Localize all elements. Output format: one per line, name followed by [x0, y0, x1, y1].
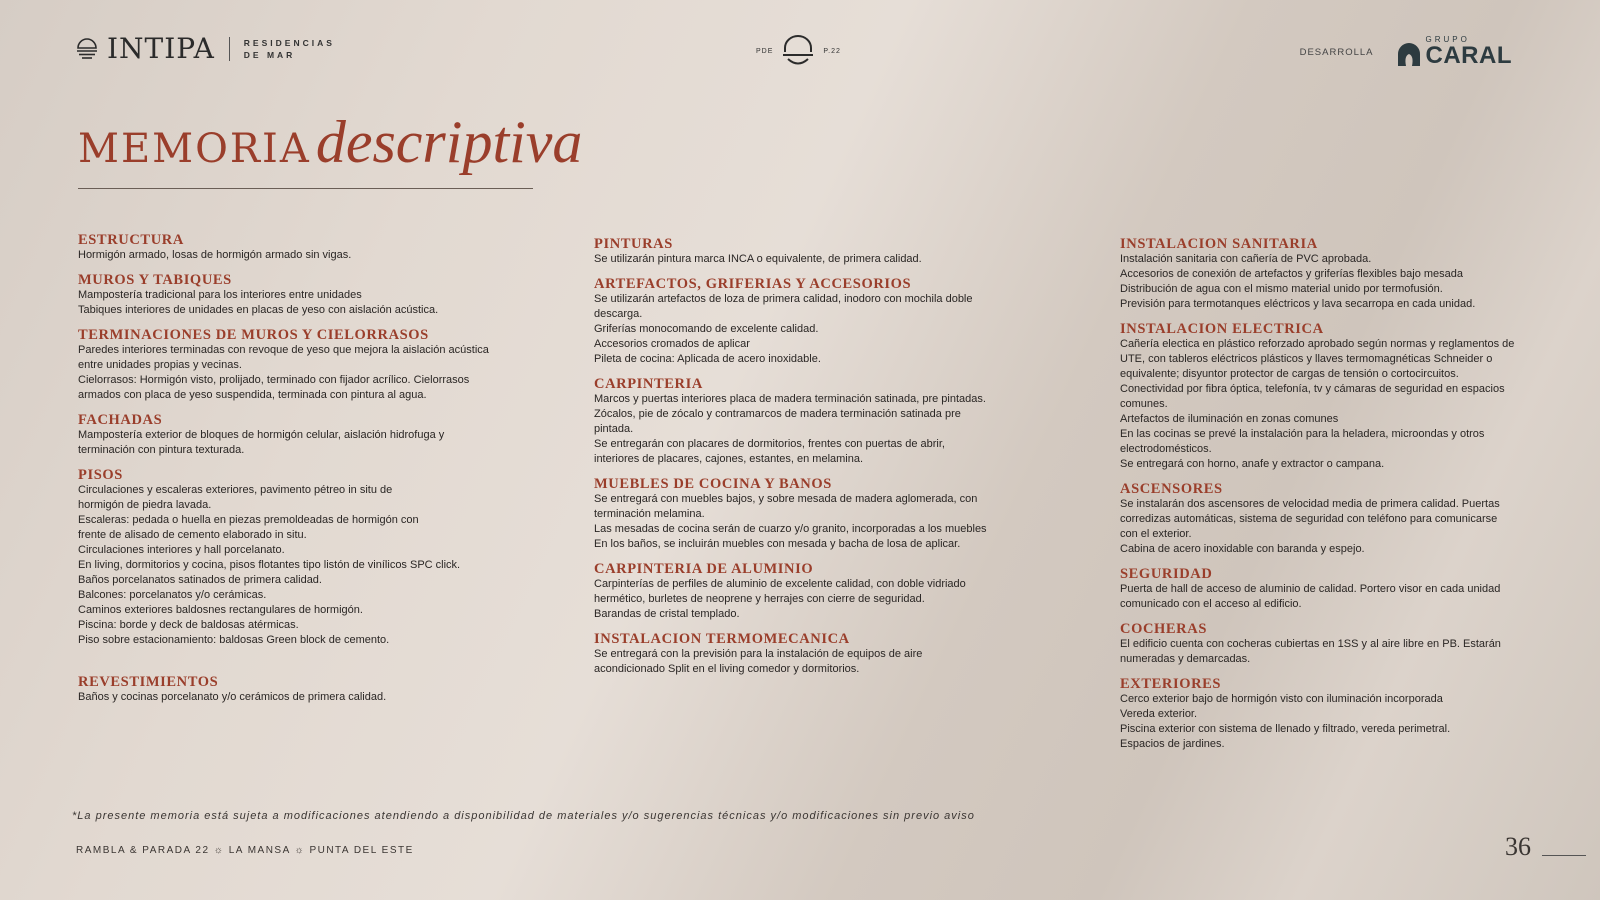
title-divider	[78, 188, 533, 189]
divider	[229, 37, 230, 61]
section-text-line: Cerco exterior bajo de hormigón visto con iluminación incorporada	[1120, 693, 1443, 705]
section-text-line: terminación melamina.	[594, 508, 705, 520]
section-text-line: Piso sobre estacionamiento: baldosas Green block de cemento.	[78, 634, 390, 646]
section-text-line: Instalación sanitaria con cañería de PVC aprobada.	[1120, 253, 1372, 265]
section-text-line: Espacios de jardines.	[1120, 738, 1225, 750]
developer-name: CARAL	[1425, 42, 1512, 69]
center-logo	[756, 34, 841, 68]
section-text-line: hermético, burletes de neoprene y herrajes con cierre de seguridad.	[594, 593, 925, 605]
center-logo-right: P.22	[823, 47, 841, 55]
section-heading: MUROS Y TABIQUES	[78, 272, 232, 288]
section-text-line: interiores de placares, cajones, estantes, en melamina.	[594, 453, 864, 465]
section-text-line: Mampostería tradicional para los interiores entre unidades	[78, 289, 362, 301]
section-text-line: Balcones: porcelanatos y/o cerámicas.	[78, 589, 267, 601]
page-number: 36	[1505, 832, 1531, 861]
section-heading: CARPINTERIA	[594, 376, 703, 392]
section-heading: ARTEFACTOS, GRIFERIAS Y ACCESORIOS	[594, 276, 912, 292]
brand-name: INTIPA	[107, 32, 215, 65]
section-text-line: Paredes interiores terminadas con revoque de yeso que mejora la aislación acústica	[78, 344, 489, 356]
section-text-line: Se entregará con la previsión para la instalación de equipos de aire	[594, 648, 923, 660]
section-text-line: Se entregará con horno, anafe y extractor o campana.	[1120, 458, 1385, 470]
section-text-line: El edificio cuenta con cocheras cubiertas en 1SS y al aire libre en PB. Estarán	[1120, 638, 1501, 650]
section-heading: INSTALACION ELECTRICA	[1120, 321, 1324, 337]
spec-section	[1120, 566, 1590, 612]
section-text-line: Carpinterías de perfiles de aluminio de excelente calidad, con doble vidriado	[594, 578, 966, 590]
section-text-line: comunes.	[1120, 398, 1168, 410]
intipa-logo	[75, 32, 335, 65]
section-text-line: numeradas y demarcadas.	[1120, 653, 1251, 665]
section-text-line: Distribución de agua con el mismo material unido por termofusión.	[1120, 283, 1443, 295]
spec-section	[78, 467, 548, 648]
developer-grupo: GRUPO	[1425, 35, 1470, 44]
spec-section	[78, 232, 548, 263]
spec-section	[1120, 676, 1590, 752]
section-text-line: Se utilizarán artefactos de loza de primera calidad, inodoro con mochila doble	[594, 293, 973, 305]
section-heading: INSTALACION TERMOMECANICA	[594, 631, 850, 647]
section-text-line: Baños y cocinas porcelanato y/o cerámicos de primera calidad.	[78, 691, 387, 703]
section-text-line: UTE, con tableros eléctricos plásticos y llaves termomagnéticas Schneider o	[1120, 353, 1493, 365]
section-text-line: Cañería electica en plástico reforzado aprobado según normas y reglamentos de	[1120, 338, 1515, 350]
section-heading: PISOS	[78, 467, 123, 483]
column-1	[78, 232, 548, 714]
spec-section	[1120, 236, 1590, 312]
section-text-line: En living, dormitorios y cocina, pisos flotantes tipo listón de vinílicos SPC click.	[78, 559, 461, 571]
section-text-line: equivalente; disyuntor protector de cargas de tensión o cortocircuitos.	[1120, 368, 1459, 380]
section-text-line: Conectividad por fibra óptica, telefonía, tv y cámaras de seguridad en espacios	[1120, 383, 1505, 395]
spec-section	[594, 631, 1064, 677]
spec-section	[78, 327, 548, 403]
section-text-line: frente de alisado de cemento elaborado in situ.	[78, 529, 307, 541]
grupo-caral-logo	[1396, 36, 1513, 68]
section-text-line: Puerta de hall de acceso de aluminio de calidad. Portero visor en cada unidad	[1120, 583, 1501, 595]
section-text-line: Vereda exterior.	[1120, 708, 1198, 720]
section-text-line: Circulaciones interiores y hall porcelanato.	[78, 544, 285, 556]
address: RAMBLA & PARADA 22 ☼ LA MANSA ☼ PUNTA DEL ESTE	[76, 845, 414, 856]
section-text-line: Baños porcelanatos satinados de primera calidad.	[78, 574, 322, 586]
sun-sea-icon	[75, 37, 99, 61]
section-heading: ASCENSORES	[1120, 481, 1223, 497]
spec-section	[78, 412, 548, 458]
section-text-line: descarga.	[594, 308, 643, 320]
page-number-rule	[1542, 855, 1586, 856]
section-heading: TERMINACIONES DE MUROS Y CIELORRASOS	[78, 327, 429, 343]
title-italic: descriptiva	[315, 109, 583, 175]
section-text-line: Cielorrasos: Hormigón visto, prolijado, terminado con fijador acrílico. Cielorrasos	[78, 374, 470, 386]
section-text-line: Previsión para termotanques eléctricos y lava secarropa en cada unidad.	[1120, 298, 1476, 310]
spec-section	[78, 272, 548, 318]
section-text-line: Se entregarán con placares de dormitorios, frentes con puertas de abrir,	[594, 438, 945, 450]
spec-section	[594, 476, 1064, 552]
section-text-line: Accesorios cromados de aplicar	[594, 338, 750, 350]
center-logo-left: PDE	[756, 47, 774, 55]
spec-section	[594, 276, 1064, 367]
section-heading: FACHADAS	[78, 412, 163, 428]
section-heading: SEGURIDAD	[1120, 566, 1213, 582]
section-text-line: armados con placa de yeso suspendida, terminada con pintura al agua.	[78, 389, 427, 401]
page-title	[78, 108, 582, 177]
section-text-line: Cabina de acero inoxidable con baranda y espejo.	[1120, 543, 1365, 555]
spec-section	[78, 674, 548, 705]
section-heading: MUEBLES DE COCINA Y BANOS	[594, 476, 832, 492]
section-text-line: Zócalos, pie de zócalo y contramarcos de madera terminación satinada pre	[594, 408, 961, 420]
section-heading: PINTURAS	[594, 236, 673, 252]
section-text-line: Se instalarán dos ascensores de velocidad media de primera calidad. Puertas	[1120, 498, 1500, 510]
section-text-line: Circulaciones y escaleras exteriores, pavimento pétreo in situ de	[78, 484, 393, 496]
section-heading: COCHERAS	[1120, 621, 1207, 637]
section-text-line: Tabiques interiores de unidades en placas de yeso con aislación acústica.	[78, 304, 439, 316]
column-3	[1120, 236, 1590, 761]
section-text-line: acondicionado Split en el living comedor y dormitorios.	[594, 663, 860, 675]
brand-subtitle-line: DE MAR	[243, 49, 296, 60]
section-text-line: Artefactos de iluminación en zonas comunes	[1120, 413, 1339, 425]
section-text-line: Accesorios de conexión de artefactos y griferías flexibles bajo mesada	[1120, 268, 1464, 280]
section-text-line: Escaleras: pedada o huella en piezas premoldeadas de hormigón con	[78, 514, 419, 526]
section-heading: INSTALACION SANITARIA	[1120, 236, 1318, 252]
spec-section	[1120, 481, 1590, 557]
section-text-line: hormigón de piedra lavada.	[78, 499, 212, 511]
section-text-line: Piscina: borde y deck de baldosas atérmicas.	[78, 619, 299, 631]
spec-section	[594, 236, 1064, 267]
spec-section	[1120, 321, 1590, 472]
developer-label: DESARROLLA	[1299, 46, 1374, 58]
section-text-line: con el exterior.	[1120, 528, 1192, 540]
section-heading: EXTERIORES	[1120, 676, 1222, 692]
section-text-line: Mampostería exterior de bloques de hormigón celular, aislación hidrofuga y	[78, 429, 445, 441]
section-text-line: entre unidades propias y vecinas.	[78, 359, 242, 371]
section-heading: REVESTIMIENTOS	[78, 674, 219, 690]
section-text-line: Marcos y puertas interiores placa de madera terminación satinada, pre pintadas.	[594, 393, 986, 405]
brand-subtitle-line: RESIDENCIAS	[243, 37, 335, 48]
section-text-line: terminación con pintura texturada.	[78, 444, 245, 456]
section-text-line: electrodomésticos.	[1120, 443, 1212, 455]
sun-horizon-icon	[781, 34, 815, 68]
header	[0, 30, 1600, 70]
section-text-line: En los baños, se incluirán muebles con mesada y bacha de losa de aplicar.	[594, 538, 961, 550]
section-text-line: Hormigón armado, losas de hormigón armado sin vigas.	[78, 249, 352, 261]
spec-section	[594, 561, 1064, 622]
spec-section	[1120, 621, 1590, 667]
developer	[1300, 36, 1512, 68]
section-heading: CARPINTERIA DE ALUMINIO	[594, 561, 814, 577]
title-main: MEMORIA	[78, 126, 311, 172]
section-text-line: pintada.	[594, 423, 634, 435]
section-text-line: Se entregará con muebles bajos, y sobre mesada de madera aglomerada, con	[594, 493, 978, 505]
caral-mark-icon	[1396, 42, 1422, 68]
section-text-line: Pileta de cocina: Aplicada de acero inoxidable.	[594, 353, 821, 365]
section-text-line: Se utilizarán pintura marca INCA o equivalente, de primera calidad.	[594, 253, 922, 265]
section-text-line: En las cocinas se prevé la instalación para la heladera, microondas y otros	[1120, 428, 1485, 440]
disclaimer-note: *La presente memoria está sujeta a modificaciones atendiendo a disponibilidad de materiales y/o sugerencias técnicas y/o modificaciones sin previo aviso	[72, 810, 975, 822]
section-text-line: Las mesadas de cocina serán de cuarzo y/o granito, incorporadas a los muebles	[594, 523, 987, 535]
section-text-line: Caminos exteriores baldosnes rectangulares de hormigón.	[78, 604, 363, 616]
section-text-line: comunicado con el acceso al edificio.	[1120, 598, 1302, 610]
column-2	[594, 236, 1064, 686]
section-heading: ESTRUCTURA	[78, 232, 184, 248]
brand-subtitle	[244, 37, 335, 61]
section-text-line: corredizas automáticas, sistema de seguridad con teléfono para comunicarse	[1120, 513, 1498, 525]
spec-section	[594, 376, 1064, 467]
section-text-line: Piscina exterior con sistema de llenado y filtrado, vereda perimetral.	[1120, 723, 1451, 735]
section-text-line: Griferías monocomando de excelente calidad.	[594, 323, 819, 335]
section-text-line: Barandas de cristal templado.	[594, 608, 740, 620]
